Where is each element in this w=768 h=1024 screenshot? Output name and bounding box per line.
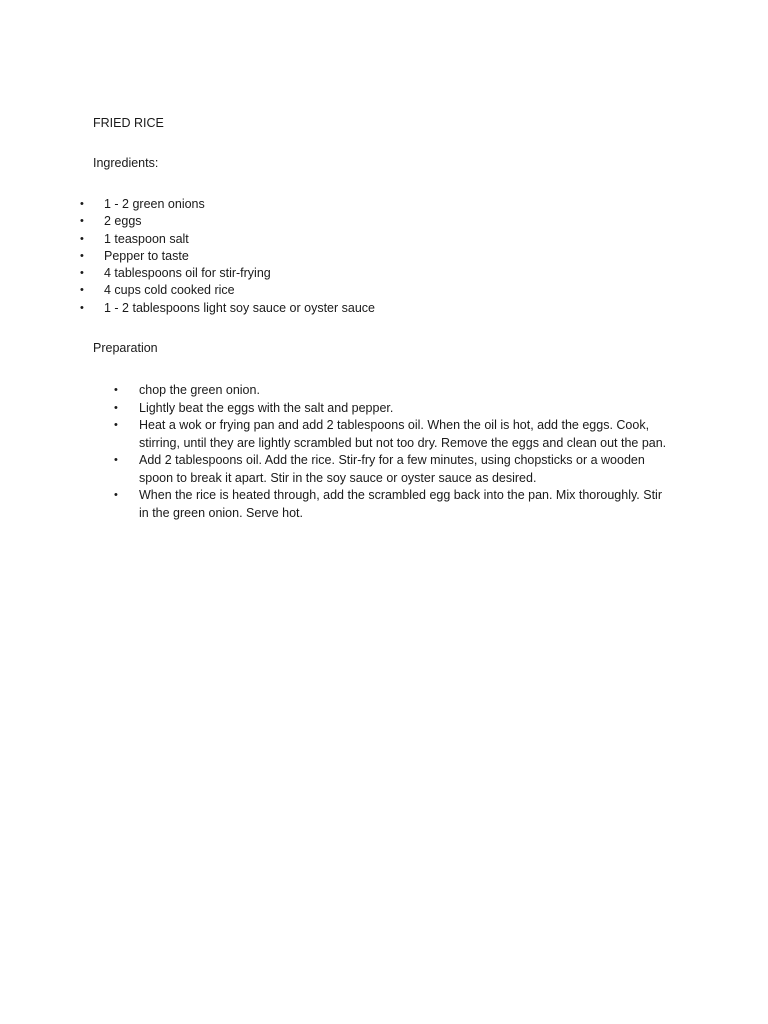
- ingredients-list: [0, 196, 600, 317]
- step-item: [0, 487, 671, 522]
- ingredient-item: [0, 300, 600, 317]
- bullet-icon: •: [114, 454, 118, 466]
- ingredient-text: 2 eggs: [104, 214, 142, 229]
- step-item: [0, 452, 671, 487]
- bullet-icon: •: [80, 267, 84, 280]
- bullet-icon: •: [80, 198, 84, 210]
- step-text: Add 2 tablespoons oil. Add the rice. Stir-fry for a few minutes, using chopsticks or a wooden spoon to break it apart. Stir in the soy sauce or oyster sauce as desired.: [139, 453, 645, 485]
- ingredient-item: [0, 265, 600, 282]
- recipe-title: FRIED RICE: [93, 116, 164, 130]
- step-item: [0, 417, 671, 452]
- step-item: [0, 400, 671, 418]
- ingredient-item: [0, 282, 600, 299]
- bullet-icon: •: [80, 301, 84, 314]
- step-text: Heat a wok or frying pan and add 2 tablespoons oil. When the oil is hot, add the eggs. Cook, stirring, until they are lightly scrambled but not too dry. Remove the eggs and clean out the pan.: [139, 418, 667, 450]
- ingredient-item: [0, 248, 600, 265]
- step-text: chop the green onion.: [139, 383, 260, 397]
- ingredient-text: 1 teaspoon salt: [104, 231, 189, 246]
- bullet-icon: •: [80, 232, 84, 245]
- ingredients-heading: Ingredients:: [93, 156, 159, 170]
- ingredient-item: [0, 231, 600, 248]
- bullet-icon: •: [114, 419, 118, 431]
- ingredient-text: 4 tablespoons oil for stir-frying: [104, 266, 271, 281]
- bullet-icon: •: [80, 284, 84, 297]
- preparation-heading: Preparation: [93, 341, 158, 355]
- ingredient-text: 1 - 2 green onions: [104, 197, 205, 211]
- bullet-icon: •: [114, 401, 118, 414]
- bullet-icon: •: [80, 215, 84, 228]
- ingredient-item: [0, 196, 600, 213]
- ingredient-text: Pepper to taste: [104, 248, 189, 263]
- bullet-icon: •: [114, 489, 118, 501]
- preparation-steps-list: [0, 382, 768, 522]
- ingredient-text: 1 - 2 tablespoons light soy sauce or oyster sauce: [104, 300, 375, 315]
- bullet-icon: •: [80, 249, 84, 262]
- bullet-icon: •: [114, 384, 118, 396]
- ingredient-text: 4 cups cold cooked rice: [104, 283, 235, 298]
- ingredient-item: [0, 213, 600, 230]
- step-item: [0, 382, 671, 400]
- step-text: Lightly beat the eggs with the salt and pepper.: [139, 400, 394, 415]
- step-text: When the rice is heated through, add the scrambled egg back into the pan. Mix thoroughly. Stir in the green onion. Serve hot.: [139, 488, 662, 520]
